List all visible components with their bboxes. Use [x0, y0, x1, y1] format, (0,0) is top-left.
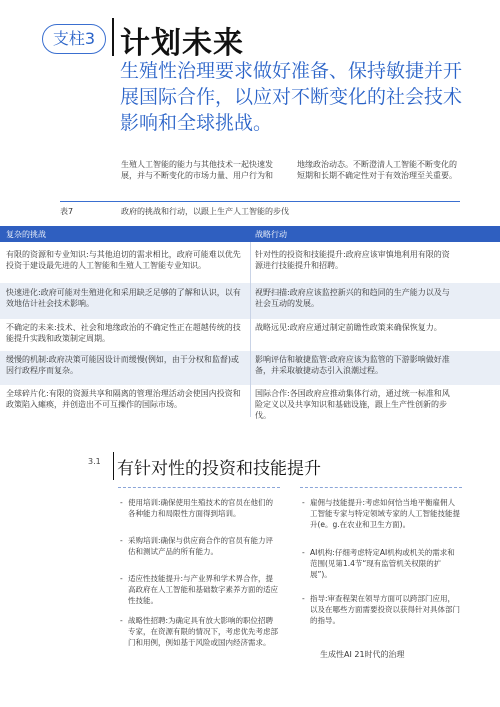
intro-left: 生殖人工智能的能力与其他技术一起快速发展，并与不断变化的市场力量、用户行为和	[121, 160, 273, 180]
challenge-cell: 全球碎片化:有限的资源共享和隔离的管理治理活动会使国内投资和政策陷入瘫痪，并创造出不可互操作的国际市场。	[6, 389, 241, 409]
challenge-cell: 快速进化:政府可能对生殖进化和采用缺乏足够的了解和认识，以有效地估计社会技术影响。	[6, 288, 241, 308]
action-cell: 战略远见:政府应通过制定前瞻性政策来确保恢复力。	[255, 323, 442, 332]
section-number: 3.1	[88, 457, 101, 466]
bullet-item: - 使用培训:确保使用生殖技术的官员在他们的各种能力和局限性方面得到培训。	[120, 498, 274, 518]
table-label: 表7	[60, 207, 74, 216]
action-cell: 国际合作:各国政府应推动集体行动，通过统一标准和风险定义以及共享知识和基础设施，跟上生产性创新的步伐。	[255, 389, 450, 420]
title-divider	[112, 18, 114, 56]
bullet-item: - AI机构:仔细考虑特定AI机构或机关的需求和范围(见第1.4节“现有监管机关权限的扩展”)。	[302, 548, 455, 579]
page-footer: 生成性AI 21时代的治理	[320, 650, 405, 659]
header-action: 战略行动	[255, 230, 287, 239]
pillar-badge: 支柱3	[42, 24, 106, 54]
section-title: 有针对性的投资和技能提升	[117, 459, 321, 479]
bullets-right	[302, 497, 462, 637]
lead-paragraph: 生殖性治理要求做好准备、保持敏捷并开展国际合作，以应对不断变化的社会技术影响和全球挑战。	[120, 60, 463, 134]
page-title: 计划未来	[120, 26, 244, 61]
action-cell: 视野扫描:政府应该监控新兴的和趋同的生产能力以及与社会互动的发展。	[255, 288, 450, 308]
table-top-rule	[60, 201, 460, 202]
section-divider	[113, 452, 114, 480]
action-cell: 影响评估和敏捷监管:政府应该为监管的下游影响做好准备，并采取敏捷动态引入浪潮过程。	[255, 355, 450, 375]
bullets-left	[120, 497, 280, 647]
bullet-item: - 雇佣与技能提升:考虑如何恰当地平衡雇佣人工智能专家与特定领域专家的人工智能技能提升(e。g.在农业和卫生方面)。	[302, 498, 460, 529]
bullets-left-rule	[118, 487, 280, 488]
table-title: 政府的挑战和行动，以跟上生产人工智能的步伐	[121, 207, 289, 216]
challenge-cell: 有限的资源和专业知识:与其他迫切的需求相比，政府可能难以优先投资于建设最先进的人工智能和生殖人工智能专业知识。	[6, 250, 241, 270]
bullet-item: - 指导:审查程架在领导方面可以跨部门应用，以及在哪些方面需要投资以获得针对具体部门的指导。	[302, 594, 460, 625]
challenge-cell: 不确定的未来:技术、社会和地缘政治的不确定性正在超越传统的技能提升实践和政策制定周期。	[6, 323, 241, 343]
table-header	[0, 226, 500, 242]
action-cell: 针对性的投资和技能提升:政府应该审慎地利用有限的资源进行技能提升和招聘。	[255, 250, 450, 270]
bullets-right-rule	[300, 487, 462, 488]
bullet-item: - 适应性技能提升:与产业界和学术界合作，提高政府在人工智能和基础数字素养方面的适应性技能。	[120, 574, 278, 605]
bullet-item: - 采购培训:确保与供应商合作的官员有能力评估和测试产品的所有能力。	[120, 536, 274, 556]
header-challenge: 复杂的挑战	[6, 230, 46, 239]
column-divider	[250, 242, 251, 417]
bullet-item: - 战略性招聘:为确定具有放大影响的职位招聘专家，在资源有限的情况下，考虑优先考虑部门和用例，例如基于风险或国内经济需求。	[120, 616, 278, 647]
intro-right: 地缘政治动态。不断澄清人工智能不断变化的短期和长期不确定性对于有效治理至关重要。	[297, 160, 457, 180]
challenge-cell: 缓慢的机制:政府决策可能因设计而缓慢(例如，由于分权和监督)或因行政程序而复杂。	[6, 355, 239, 375]
